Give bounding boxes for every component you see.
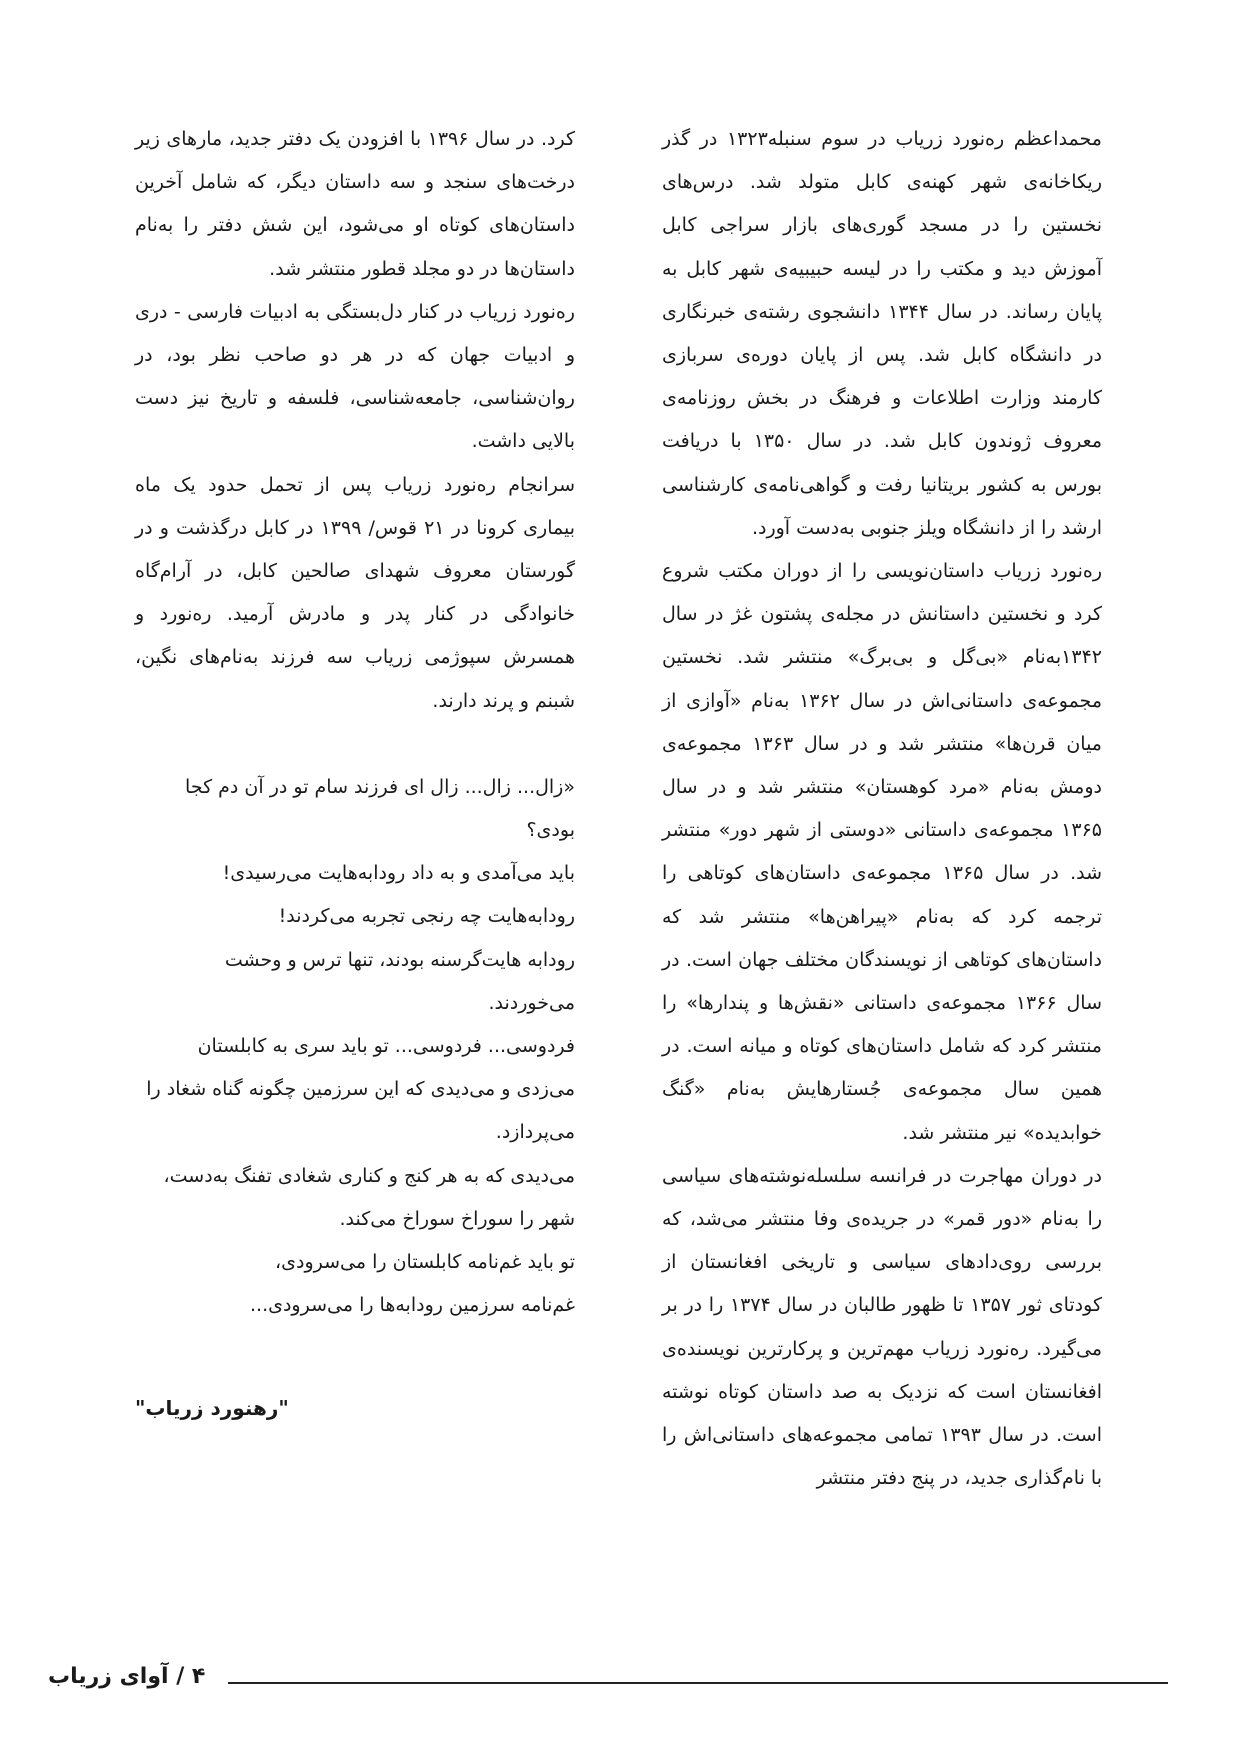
verse-line: «زال... زال... زال ای فرزند سام تو در آن دم کجا بودی؟ bbox=[185, 775, 575, 842]
interests-paragraph: ره‌نورد زریاب در کنار دل‌بستگی به ادبیات فارسی - دری و ادبیات جهان که در هر دو صاحب نظر بود، در روان‌شناسی، جامعه‌شناسی، فلسفه و تاریخ نیز دست بالایی داشت. bbox=[135, 300, 575, 453]
biography-paragraph: محمداعظم ره‌نورد زریاب در سوم سنبله۱۳۲۳ در گذر ریکاخانه‌ی شهر کهنه‌ی کابل متولد شد. درس‌های نخستین را در مسجد گوری‌های بازار سراجی کابل آموزش دید و مکتب را در لیسه حبیبیه‌ی شهر کابل به پایان رساند. در سال ۱۳۴۴ دانشجوی رشته‌ی خبرنگاری در دانشگاه کابل شد. پس از پایان دوره‌ی سربازی کارمند وزارت اطلاعات و فرهنگ در بخش روزنامه‌ی معروف ژوندون کابل شد. در سال ۱۳۵۰ با دریافت بورس به کشور بریتانیا رفت و گواهی‌نامه‌ی کارشناسی ارشد را از دانشگاه ویلز جنوبی به‌دست آورد. bbox=[662, 128, 1102, 539]
death-paragraph: سرانجام ره‌نورد زریاب پس از تحمل حدود یک ماه بیماری کرونا در ۲۱ قوس/ ۱۳۹۹ در کابل درگذشت و در گورستان معروف شهدای صالحین کابل، در آرام‌گاه خانوادگی در کنار پدر و مادرش آرمید. ره‌نورد و همسرش سپوژمی زریاب سه فرزند به‌نام‌های نگین، شبنم و پرند دارند. bbox=[135, 473, 575, 712]
page-number-label: ۴ / آوای زریاب bbox=[48, 1664, 206, 1689]
verse-line: باید می‌آمدی و به داد رودابه‌هایت می‌رسیدی! bbox=[222, 862, 575, 885]
verse-line: فردوسی... فردوسی... تو باید سری به کابلستان می‌زدی و می‌دیدی که این سرزمین چگونه گناه شغاد را می‌پردازد. bbox=[146, 1035, 575, 1144]
verse-line: تو باید غم‌نامه کابلستان را می‌سرودی، bbox=[274, 1251, 575, 1274]
verse-line: می‌دیدی که به هر کنج و کناری شغادی تفنگ به‌دست، شهر را سوراخ سوراخ می‌کند. bbox=[163, 1164, 575, 1230]
footer-rule bbox=[228, 1682, 1168, 1684]
verse-line: غم‌نامه سرزمین رودابه‌ها را می‌سرودی... bbox=[249, 1294, 575, 1317]
left-column bbox=[135, 118, 575, 1431]
verse-line: رودابه هایت‌گرسنه بودند، تنها ترس و وحشت می‌خوردند. bbox=[224, 948, 575, 1014]
quoted-verse bbox=[135, 766, 575, 1328]
spacer bbox=[135, 723, 575, 766]
verse-line: رودابه‌هایت چه رنجی تجربه می‌کردند! bbox=[278, 905, 575, 928]
collections-paragraph: کرد. در سال ۱۳۹۶ با افزودن یک دفتر جدید، مارهای زیر درخت‌های سنجد و سه داستان دیگر، که شامل آخرین داستان‌های کوتاه او می‌شود، این شش دفتر را به‌نام داستان‌ها در دو مجلد قطور منتشر شد. bbox=[135, 128, 575, 280]
author-signature: "رهنورد زریاب" bbox=[135, 1396, 289, 1421]
right-column bbox=[662, 118, 1102, 1501]
stories-paragraph: ره‌نورد زریاب داستان‌نویسی را از دوران مکتب شروع کرد و نخستین داستانش در مجله‌ی پشتون غژ در سال ۱۳۴۲به‌نام «بی‌گل و بی‌برگ» منتشر شد. نخستین مجموعه‌ی داستانی‌اش در سال ۱۳۶۲ به‌نام «آوازی از میان قرن‌ها» منتشر شد و در سال ۱۳۶۳ مجموعه‌ی دومش به‌نام «مرد کوهستان» منتشر شد و در سال ۱۳۶۵ مجموعه‌ی داستانی «دوستی از شهر دور» منتشر شد. در سال ۱۳۶۵ مجموعه‌ی داستان‌های کوتاهی را ترجمه کرد که به‌نام «پیراهن‌ها» منتشر شد که داستان‌های کوتاهی از نویسندگان مختلف جهان است. در سال ۱۳۶۶ مجموعه‌ی داستانی «نقش‌ها و پندارها» را منتشر کرد که شامل داستان‌های کوتاه و میانه است. در همین سال مجموعه‌ی جُستارهایش به‌نام «گنگ خوابدیده» نیر منتشر شد. bbox=[662, 560, 1103, 1144]
page-footer bbox=[48, 1660, 1168, 1700]
exile-paragraph: در دوران مهاجرت در فرانسه سلسله‌نوشته‌های سیاسی را به‌نام «دور قمر» در جریده‌ی وفا منتشر می‌شد، که بررسی روی‌دادهای سیاسی و تاریخی افغانستان از کودتای ثور ۱۳۵۷ تا ظهور طالبان در سال ۱۳۷۴ را در بر می‌گیرد. ره‌نورد زریاب مهم‌ترین و پرکارترین نویسنده‌ی افغانستان است که نزدیک به صد داستان کوتاه نوشته است. در سال ۱۳۹۳ تمامی مجموعه‌های داستانی‌اش را با نام‌گذاری جدید، در پنج دفتر منتشر bbox=[662, 1164, 1103, 1490]
